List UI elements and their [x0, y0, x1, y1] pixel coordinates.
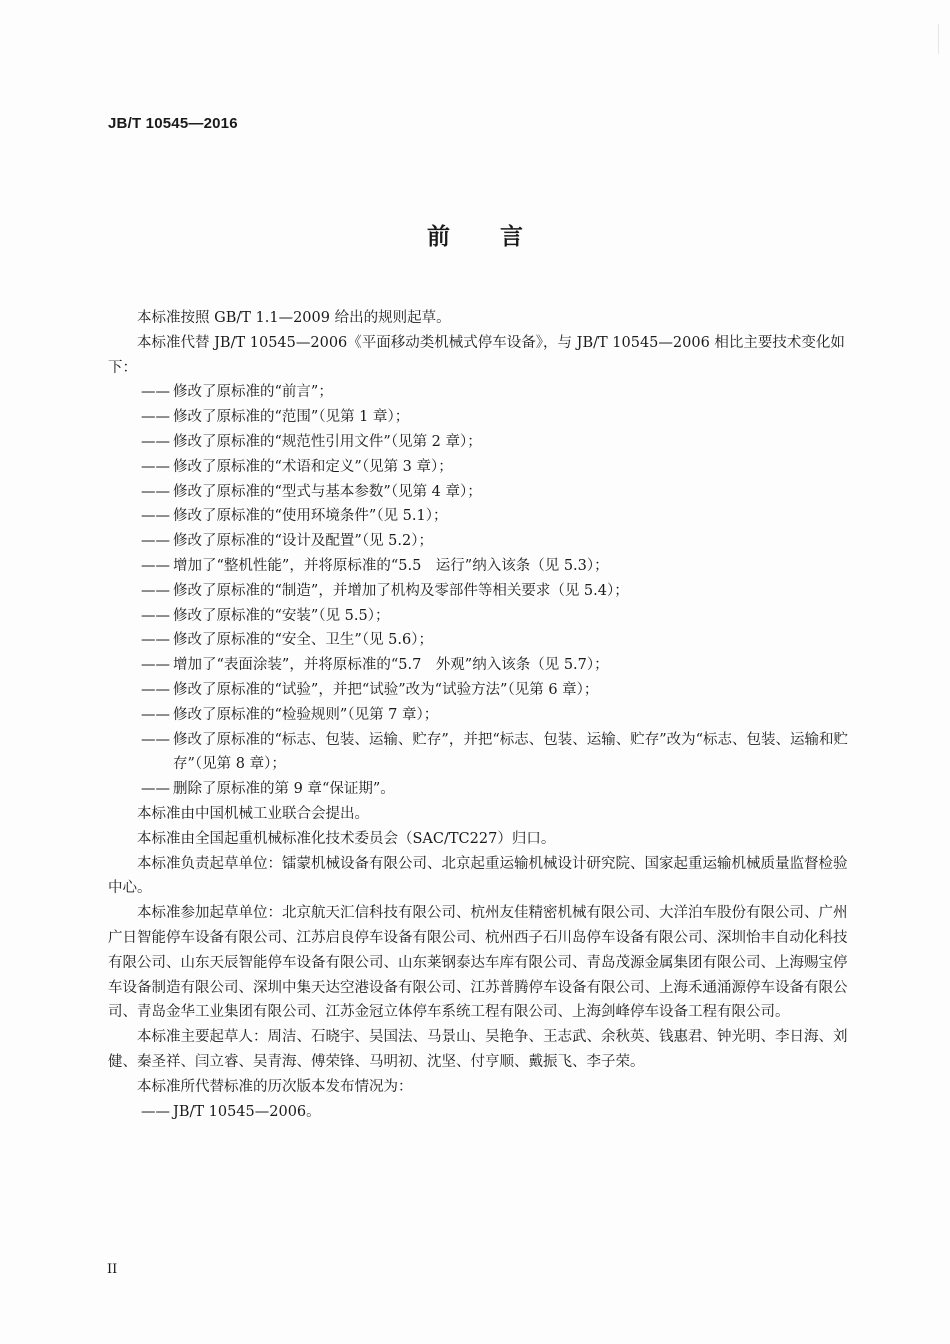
- list-item-text: 增加了“表面涂装”，并将原标准的“5.7 外观”纳入该条（见 5.7）；: [173, 657, 609, 674]
- list-item: [108, 604, 860, 629]
- dash-marker: ——: [141, 533, 170, 550]
- list-item: [108, 480, 860, 505]
- list-item: [108, 703, 860, 728]
- list-item: [108, 1100, 860, 1125]
- dash-marker: ——: [141, 557, 170, 574]
- dash-marker: ——: [141, 657, 170, 674]
- list-item: [108, 653, 860, 678]
- paragraph: 本标准代替 JB/T 10545—2006《平面移动类机械式停车设备》，与 JB/T 10545—2006 相比主要技术变化如下：: [108, 334, 845, 376]
- list-item-text: 修改了原标准的“标志、包装、运输、贮存”，并把“标志、包装、运输、贮存”改为“标志、包装、运输和贮存”（见第 8 章）；: [173, 731, 849, 773]
- list-item-text: 修改了原标准的“型式与基本参数”（见第 4 章）；: [173, 483, 482, 500]
- list-item: [108, 405, 860, 430]
- dash-marker: ——: [141, 458, 170, 475]
- list-item-text: 修改了原标准的“规范性引用文件”（见第 2 章）；: [173, 433, 482, 450]
- list-item-text: 修改了原标准的“使用环境条件”（见 5.1）；: [173, 508, 448, 525]
- list-item-text: 删除了原标准的第 9 章“保证期”。: [173, 781, 395, 798]
- dash-marker: ——: [141, 781, 170, 798]
- scan-edge-mark: [938, 24, 939, 54]
- list-item-text: 修改了原标准的“范围”（见第 1 章）；: [173, 409, 410, 426]
- dash-marker: ——: [141, 384, 170, 401]
- foreword-body: [108, 306, 860, 1124]
- dash-marker: ——: [141, 607, 170, 624]
- dash-marker: ——: [141, 582, 170, 599]
- list-item: [108, 430, 860, 455]
- list-item: [108, 504, 860, 529]
- paragraph: 本标准所代替标准的历次版本发布情况为：: [137, 1078, 413, 1095]
- list-item: [108, 678, 860, 703]
- dash-marker: ——: [141, 483, 170, 500]
- dash-marker: ——: [141, 433, 170, 450]
- dash-marker: ——: [141, 731, 170, 748]
- paragraph: 本标准由全国起重机械标准化技术委员会（SAC/TC227）归口。: [137, 830, 556, 847]
- list-item-text: 修改了原标准的“设计及配置”（见 5.2）；: [173, 533, 433, 550]
- page-number: II: [107, 1262, 118, 1277]
- paragraph: 本标准按照 GB/T 1.1—2009 给出的规则起草。: [137, 310, 451, 326]
- paragraph: 本标准参加起草单位：北京航天汇信科技有限公司、杭州友佳精密机械有限公司、大洋泊车股份有限公司、广州广日智能停车设备有限公司、江苏启良停车设备有限公司、杭州西子石川岛停车设备有限公司、深圳怡丰自动化科技有限公司、山东天辰智能停车设备有限公司、山东莱钢泰达车库有限公司、青岛茂源金属集团有限公司、上海赐宝停车设备制造有限公司、深圳中集天达空港设备有限公司、江苏普腾停车设备有限公司、上海禾通涌源停车设备有限公司、青岛金华工业集团有限公司、江苏金冠立体停车系统工程有限公司、上海剑峰停车设备工程有限公司。: [108, 905, 848, 1021]
- list-item-text: 修改了原标准的“术语和定义”（见第 3 章）；: [173, 458, 453, 475]
- list-item-text: JB/T 10545—2006。: [173, 1103, 321, 1120]
- list-item: [108, 554, 860, 579]
- dash-marker: ——: [141, 632, 170, 649]
- dash-marker: ——: [141, 409, 170, 426]
- paragraph: 本标准由中国机械工业联合会提出。: [137, 805, 369, 822]
- list-item: [108, 777, 860, 802]
- list-item: [108, 455, 860, 480]
- list-item: [108, 380, 860, 405]
- list-item-text: 修改了原标准的“安装”（见 5.5）；: [173, 607, 390, 624]
- list-item-text: 修改了原标准的“检验规则”（见第 7 章）；: [173, 706, 439, 723]
- list-item-text: 修改了原标准的“试验”，并把“试验”改为“试验方法”（见第 6 章）；: [173, 681, 599, 698]
- dash-marker: ——: [141, 706, 170, 723]
- dash-marker: ——: [141, 681, 170, 698]
- list-item-text: 增加了“整机性能”，并将原标准的“5.5 运行”纳入该条（见 5.3）；: [173, 557, 609, 574]
- paragraph: 本标准负责起草单位：镭蒙机械设备有限公司、北京起重运输机械设计研究院、国家起重运输机械质量监督检验中心。: [108, 855, 848, 897]
- standard-id: JB/T 10545—2016: [108, 115, 238, 132]
- paragraph: 本标准主要起草人：周洁、石晓宇、吴国法、马景山、吴艳争、王志武、余秋英、钱惠君、钟光明、李日海、刘健、秦圣祥、闫立睿、吴青海、傅荣锋、马明初、沈坚、付亨顺、戴振飞、李子荣。: [108, 1029, 848, 1070]
- list-item-text: 修改了原标准的“安全、卫生”（见 5.6）；: [173, 632, 433, 649]
- list-item: [108, 579, 860, 604]
- list-item-text: 修改了原标准的“制造”，并增加了机构及零部件等相关要求（见 5.4）；: [173, 582, 629, 599]
- list-item: [108, 628, 860, 653]
- dash-marker: ——: [141, 508, 170, 525]
- list-item: [108, 728, 860, 778]
- list-item-text: 修改了原标准的“前言”；: [173, 384, 333, 401]
- dash-marker: ——: [141, 1103, 170, 1120]
- list-item: [108, 529, 860, 554]
- page-title: 前言: [427, 224, 573, 250]
